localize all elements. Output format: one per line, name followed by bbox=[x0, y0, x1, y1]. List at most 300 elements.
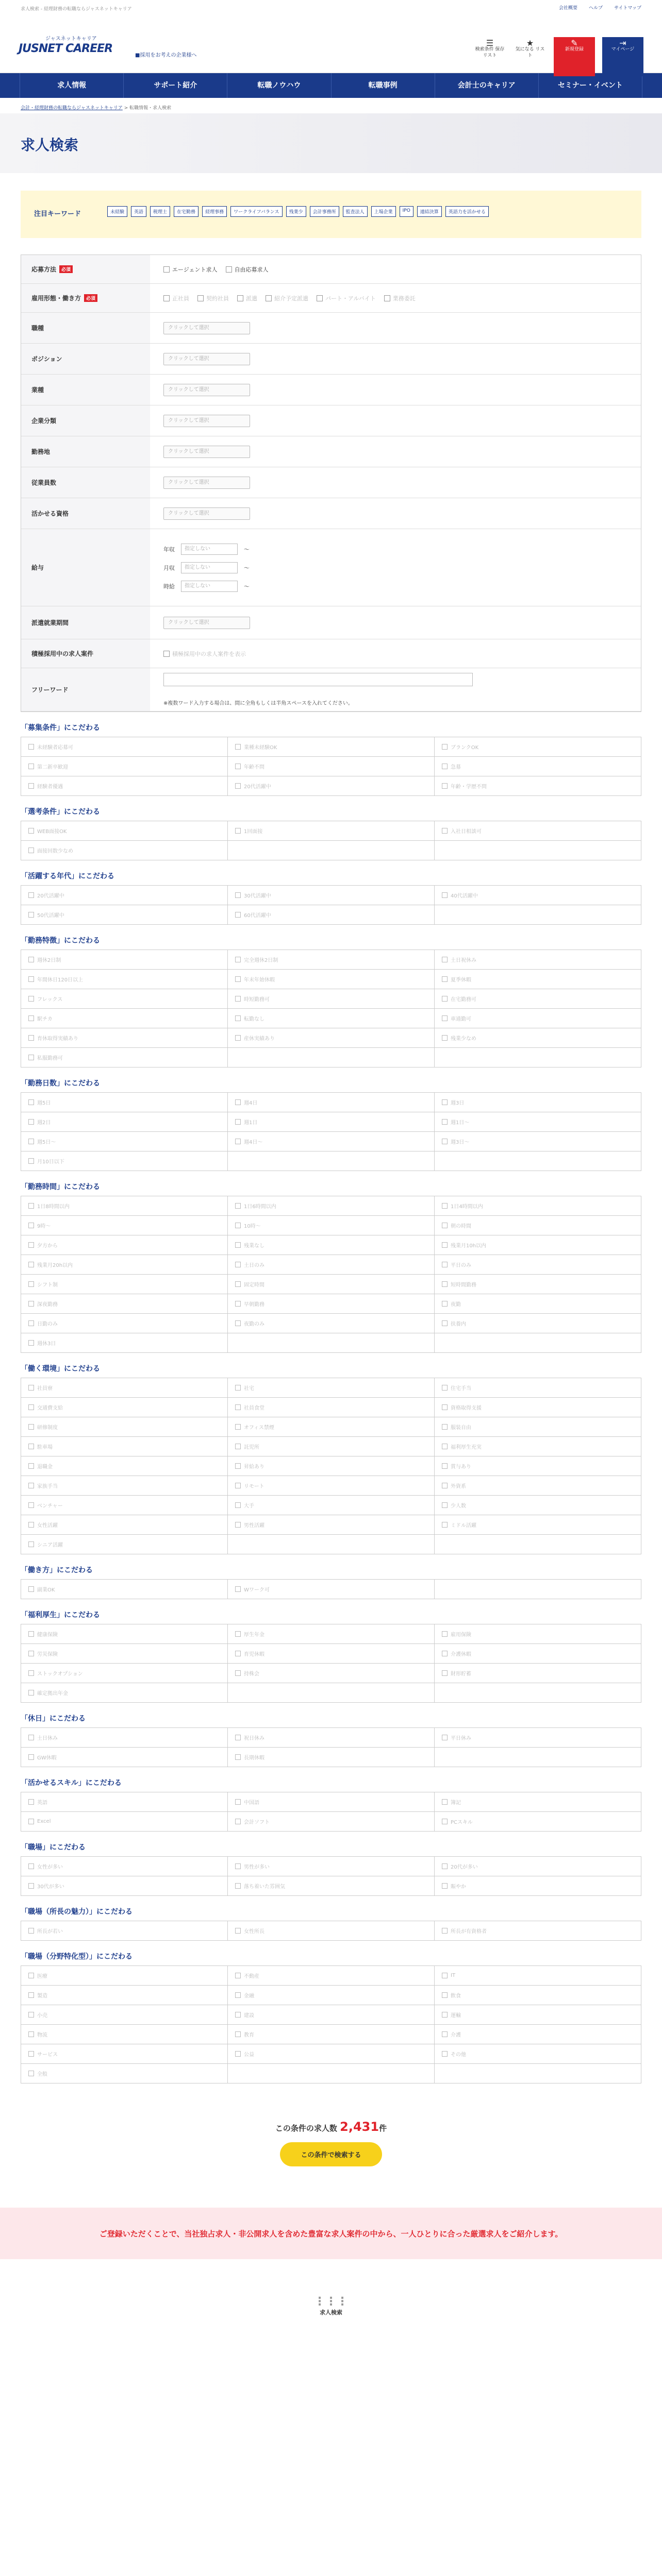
condition-checkbox[interactable] bbox=[228, 2025, 435, 2044]
condition-checkbox[interactable] bbox=[228, 1624, 435, 1644]
condition-section bbox=[21, 1181, 641, 1353]
top-link[interactable]: ヘルプ bbox=[588, 6, 603, 11]
select-field bbox=[150, 405, 641, 436]
condition-label: 週5日 bbox=[37, 1100, 51, 1106]
condition-checkbox[interactable] bbox=[435, 1294, 641, 1314]
condition-checkbox[interactable] bbox=[21, 1437, 228, 1456]
condition-label: 週3日〜 bbox=[451, 1140, 470, 1145]
condition-grid bbox=[21, 821, 641, 860]
salary-select[interactable]: 指定しない bbox=[181, 544, 238, 555]
condition-checkbox[interactable] bbox=[228, 1028, 435, 1048]
condition-checkbox[interactable] bbox=[435, 1966, 641, 1986]
condition-checkbox[interactable] bbox=[228, 886, 435, 905]
keyword-chip[interactable]: 在宅勤務 bbox=[174, 206, 198, 217]
condition-checkbox[interactable] bbox=[435, 1398, 641, 1417]
condition-checkbox[interactable] bbox=[21, 757, 228, 776]
condition-checkbox[interactable] bbox=[435, 1417, 641, 1437]
apply-label-text: 応募方法 bbox=[31, 266, 57, 273]
empty-cell bbox=[435, 1683, 641, 1703]
condition-checkbox[interactable] bbox=[435, 1132, 641, 1151]
condition-checkbox[interactable] bbox=[228, 821, 435, 841]
condition-label: 駅チカ bbox=[37, 1016, 53, 1022]
condition-label: 所長が若い bbox=[37, 1929, 63, 1935]
condition-checkbox[interactable] bbox=[435, 1216, 641, 1235]
condition-checkbox[interactable] bbox=[435, 1196, 641, 1216]
condition-grid bbox=[21, 1792, 641, 1832]
condition-label: 簿記 bbox=[451, 1800, 461, 1806]
salary-line bbox=[163, 544, 250, 555]
select-dropdown[interactable]: クリックして選択 bbox=[163, 384, 250, 396]
select-field bbox=[150, 467, 641, 498]
select-dropdown[interactable]: クリックして選択 bbox=[163, 507, 250, 520]
footer-nav[interactable] bbox=[0, 2295, 662, 2316]
condition-label: 60代活躍中 bbox=[244, 913, 271, 919]
condition-label: 扶養内 bbox=[451, 1321, 466, 1327]
condition-checkbox[interactable] bbox=[435, 1515, 641, 1535]
employ-checkbox[interactable] bbox=[317, 294, 376, 302]
condition-label: 残業なし bbox=[244, 1243, 264, 1249]
select-row bbox=[21, 467, 641, 498]
condition-label: シニア活躍 bbox=[37, 1543, 63, 1548]
nav-item[interactable]: セミナー・イベント bbox=[538, 73, 642, 98]
nav-item[interactable]: サポート紹介 bbox=[123, 73, 227, 98]
condition-checkbox[interactable] bbox=[228, 1921, 435, 1941]
condition-checkbox[interactable] bbox=[21, 1728, 228, 1748]
condition-checkbox[interactable] bbox=[228, 757, 435, 776]
condition-label: ストックオプション bbox=[37, 1671, 83, 1677]
condition-label: 社員食堂 bbox=[244, 1405, 264, 1411]
condition-checkbox[interactable] bbox=[435, 821, 641, 841]
condition-checkbox[interactable] bbox=[435, 2005, 641, 2025]
condition-grid bbox=[21, 1196, 641, 1353]
condition-label: 所長が有資格者 bbox=[451, 1929, 487, 1935]
top-link[interactable]: サイトマップ bbox=[614, 6, 641, 11]
condition-checkbox[interactable] bbox=[21, 1476, 228, 1496]
condition-checkbox[interactable] bbox=[21, 1456, 228, 1476]
register-button[interactable] bbox=[554, 37, 595, 76]
condition-checkbox[interactable] bbox=[228, 950, 435, 970]
mypage-button[interactable] bbox=[602, 37, 643, 76]
condition-checkbox[interactable] bbox=[21, 1216, 228, 1235]
empty-cell bbox=[435, 1580, 641, 1599]
condition-checkbox[interactable] bbox=[21, 1048, 228, 1067]
condition-label: 第二新卒歓迎 bbox=[37, 765, 68, 770]
condition-label: サービス bbox=[37, 2052, 58, 2058]
condition-checkbox[interactable] bbox=[21, 1009, 228, 1028]
nav-item[interactable]: 求人情報 bbox=[20, 73, 123, 98]
condition-checkbox[interactable] bbox=[228, 1966, 435, 1986]
condition-label: Excel bbox=[37, 1819, 51, 1824]
condition-checkbox[interactable] bbox=[21, 2005, 228, 2025]
breadcrumb-link[interactable]: 会計・経理財務の転職ならジャスネットキャリア bbox=[21, 106, 123, 111]
employ-checkbox[interactable] bbox=[266, 294, 308, 302]
condition-label: 週3日 bbox=[451, 1100, 465, 1106]
condition-checkbox[interactable] bbox=[435, 1476, 641, 1496]
salary-type: 時給 bbox=[163, 583, 175, 590]
top-link[interactable]: 会社概要 bbox=[558, 6, 577, 11]
select-row bbox=[21, 344, 641, 375]
condition-checkbox[interactable] bbox=[21, 1378, 228, 1398]
condition-checkbox[interactable] bbox=[21, 1196, 228, 1216]
condition-checkbox[interactable] bbox=[228, 1294, 435, 1314]
pen-icon: ✎ bbox=[571, 38, 578, 48]
employ-checkbox[interactable] bbox=[197, 294, 229, 302]
condition-checkbox[interactable] bbox=[435, 886, 641, 905]
condition-checkbox[interactable] bbox=[435, 1314, 641, 1333]
condition-checkbox[interactable] bbox=[228, 1437, 435, 1456]
condition-checkbox[interactable] bbox=[435, 2044, 641, 2064]
empty-cell bbox=[435, 905, 641, 925]
condition-label: 面接回数少なめ bbox=[37, 849, 73, 854]
condition-checkbox[interactable] bbox=[228, 1664, 435, 1683]
freeword-label: フリーワード bbox=[21, 668, 150, 711]
keyword-chip[interactable]: 会計事務所 bbox=[310, 206, 339, 217]
keyword-chip[interactable]: ワークライフバランス bbox=[230, 206, 282, 217]
condition-grid bbox=[21, 885, 641, 925]
condition-checkbox[interactable] bbox=[228, 1275, 435, 1294]
condition-section bbox=[21, 1777, 641, 1832]
keyword-chip[interactable]: 経理事務 bbox=[202, 206, 227, 217]
condition-checkbox[interactable] bbox=[435, 737, 641, 757]
salary-type: 年収 bbox=[163, 546, 175, 553]
condition-checkbox[interactable] bbox=[21, 1151, 228, 1171]
condition-label: 業種未経験OK bbox=[244, 745, 277, 751]
apply-options bbox=[150, 255, 641, 283]
condition-label: 賑やか bbox=[451, 1884, 466, 1890]
keyword-chip[interactable]: 上場企業 bbox=[371, 206, 396, 217]
condition-checkbox[interactable] bbox=[228, 1314, 435, 1333]
condition-checkbox[interactable] bbox=[21, 1580, 228, 1599]
select-dropdown[interactable]: クリックして選択 bbox=[163, 477, 250, 489]
condition-checkbox[interactable] bbox=[21, 776, 228, 796]
condition-checkbox[interactable] bbox=[228, 1235, 435, 1255]
nav-item[interactable]: 転職ノウハウ bbox=[227, 73, 330, 98]
salary-select[interactable]: 指定しない bbox=[181, 562, 238, 573]
condition-checkbox[interactable] bbox=[21, 1664, 228, 1683]
agent-checkbox[interactable] bbox=[163, 265, 218, 274]
condition-checkbox[interactable] bbox=[228, 1728, 435, 1748]
condition-grid bbox=[21, 1856, 641, 1896]
breadcrumb-current: 転職情報・求人検索 bbox=[129, 106, 172, 111]
condition-checkbox[interactable] bbox=[21, 1028, 228, 1048]
required-badge: 必須 bbox=[59, 265, 73, 273]
condition-checkbox[interactable] bbox=[21, 1535, 228, 1554]
condition-checkbox[interactable] bbox=[228, 1876, 435, 1896]
condition-checkbox[interactable] bbox=[228, 1812, 435, 1832]
condition-label: Wワーク可 bbox=[244, 1587, 270, 1593]
tilde: 〜 bbox=[244, 583, 250, 590]
employ-checkbox[interactable] bbox=[237, 294, 257, 302]
condition-checkbox[interactable] bbox=[435, 1009, 641, 1028]
salary-select[interactable]: 指定しない bbox=[181, 581, 238, 592]
condition-label: 産休実績あり bbox=[244, 1036, 275, 1042]
condition-checkbox[interactable] bbox=[21, 1417, 228, 1437]
keyword-chip[interactable]: 税理士 bbox=[150, 206, 170, 217]
condition-label: 残業少なめ bbox=[451, 1036, 476, 1042]
condition-checkbox[interactable] bbox=[435, 1437, 641, 1456]
condition-label: 20代活躍中 bbox=[244, 784, 271, 790]
condition-checkbox[interactable] bbox=[228, 1748, 435, 1767]
condition-checkbox[interactable] bbox=[21, 1398, 228, 1417]
condition-checkbox[interactable] bbox=[228, 1792, 435, 1812]
employ-option-label: 正社員 bbox=[172, 295, 189, 302]
select-dropdown[interactable]: クリックして選択 bbox=[163, 322, 250, 334]
condition-section bbox=[21, 1906, 641, 1941]
keyword-chip[interactable]: 連結決算 bbox=[417, 206, 442, 217]
condition-checkbox[interactable] bbox=[228, 1857, 435, 1876]
condition-checkbox[interactable] bbox=[21, 2044, 228, 2064]
condition-label: リモート bbox=[244, 1484, 264, 1489]
condition-checkbox[interactable] bbox=[435, 1235, 641, 1255]
condition-checkbox[interactable] bbox=[21, 1275, 228, 1294]
condition-checkbox[interactable] bbox=[228, 905, 435, 925]
condition-checkbox[interactable] bbox=[21, 886, 228, 905]
condition-checkbox[interactable] bbox=[21, 1132, 228, 1151]
condition-checkbox[interactable] bbox=[21, 970, 228, 989]
condition-checkbox[interactable] bbox=[21, 737, 228, 757]
condition-label: 月10日以下 bbox=[37, 1159, 64, 1165]
condition-checkbox[interactable] bbox=[21, 1624, 228, 1644]
condition-checkbox[interactable] bbox=[228, 1476, 435, 1496]
select-row bbox=[21, 498, 641, 529]
condition-checkbox[interactable] bbox=[228, 1196, 435, 1216]
condition-label: 公益 bbox=[244, 2052, 254, 2058]
condition-label: 経験者優遇 bbox=[37, 784, 63, 790]
result-suffix: 件 bbox=[379, 2124, 387, 2133]
condition-checkbox[interactable] bbox=[21, 1921, 228, 1941]
condition-checkbox[interactable] bbox=[435, 1255, 641, 1275]
condition-label: 資格取得支援 bbox=[451, 1405, 482, 1411]
condition-checkbox[interactable] bbox=[435, 1644, 641, 1664]
condition-checkbox[interactable] bbox=[435, 989, 641, 1009]
condition-checkbox[interactable] bbox=[435, 1792, 641, 1812]
employ-checkbox[interactable] bbox=[163, 294, 189, 302]
condition-label: 朝の時間 bbox=[451, 1224, 471, 1229]
condition-checkbox[interactable] bbox=[21, 1294, 228, 1314]
nav-item[interactable]: 会計士のキャリア bbox=[435, 73, 538, 98]
condition-label: 教育 bbox=[244, 2032, 254, 2038]
freeword-row bbox=[21, 668, 641, 711]
condition-checkbox[interactable] bbox=[21, 1112, 228, 1132]
condition-checkbox[interactable] bbox=[21, 905, 228, 925]
employ-label bbox=[21, 284, 150, 312]
condition-checkbox[interactable] bbox=[21, 2025, 228, 2044]
condition-checkbox[interactable] bbox=[228, 970, 435, 989]
condition-section bbox=[21, 1842, 641, 1896]
keyword-chip[interactable]: 英語力を活かせる bbox=[445, 206, 489, 217]
condition-label: PCスキル bbox=[451, 1820, 473, 1825]
free-apply-checkbox[interactable] bbox=[226, 265, 269, 274]
condition-label: 住宅手当 bbox=[451, 1386, 471, 1392]
condition-label: 平日のみ bbox=[451, 1263, 471, 1268]
condition-checkbox[interactable] bbox=[228, 776, 435, 796]
condition-checkbox[interactable] bbox=[228, 1255, 435, 1275]
condition-checkbox[interactable] bbox=[228, 989, 435, 1009]
condition-checkbox[interactable] bbox=[435, 950, 641, 970]
condition-checkbox[interactable] bbox=[228, 2044, 435, 2064]
condition-checkbox[interactable] bbox=[228, 1644, 435, 1664]
mypage-label: マイページ bbox=[611, 47, 635, 52]
condition-checkbox[interactable] bbox=[228, 1093, 435, 1112]
condition-checkbox[interactable] bbox=[228, 1515, 435, 1535]
condition-checkbox[interactable] bbox=[435, 1496, 641, 1515]
condition-checkbox[interactable] bbox=[435, 1857, 641, 1876]
condition-grid bbox=[21, 1378, 641, 1554]
condition-section bbox=[21, 1363, 641, 1554]
condition-checkbox[interactable] bbox=[21, 1496, 228, 1515]
condition-label: 20代活躍中 bbox=[37, 893, 64, 899]
condition-label: 40代活躍中 bbox=[451, 893, 478, 899]
condition-checkbox[interactable] bbox=[435, 1028, 641, 1048]
nav-item[interactable]: 転職事例 bbox=[331, 73, 435, 98]
condition-checkbox[interactable] bbox=[435, 1876, 641, 1896]
condition-checkbox[interactable] bbox=[435, 2025, 641, 2044]
condition-checkbox[interactable] bbox=[435, 1456, 641, 1476]
condition-checkbox[interactable] bbox=[21, 1748, 228, 1767]
logo[interactable] bbox=[19, 34, 114, 64]
top-links bbox=[559, 4, 641, 11]
condition-label: WEB面接OK bbox=[37, 829, 67, 835]
condition-checkbox[interactable] bbox=[435, 776, 641, 796]
condition-label: 育休取得実績あり bbox=[37, 1036, 78, 1042]
empty-cell bbox=[228, 1683, 435, 1703]
list-icon: ☰ bbox=[486, 38, 494, 48]
condition-checkbox[interactable] bbox=[228, 1417, 435, 1437]
condition-checkbox[interactable] bbox=[21, 1255, 228, 1275]
employ-option-label: 業務委託 bbox=[392, 295, 416, 302]
keyword-chip[interactable]: 未経験 bbox=[107, 206, 127, 217]
condition-checkbox[interactable] bbox=[228, 1378, 435, 1398]
condition-label: 医療 bbox=[37, 1974, 47, 1979]
condition-checkbox[interactable] bbox=[21, 1093, 228, 1112]
condition-checkbox[interactable] bbox=[228, 1580, 435, 1599]
favorite-button[interactable] bbox=[514, 37, 547, 76]
section-title: 「福利厚生」にこだわる bbox=[21, 1611, 100, 1619]
condition-checkbox[interactable] bbox=[21, 1314, 228, 1333]
condition-checkbox[interactable] bbox=[21, 1515, 228, 1535]
condition-checkbox[interactable] bbox=[435, 757, 641, 776]
condition-checkbox[interactable] bbox=[228, 1216, 435, 1235]
condition-label: 小売 bbox=[37, 2013, 47, 2019]
salary-fields bbox=[150, 529, 641, 606]
condition-checkbox[interactable] bbox=[435, 1378, 641, 1398]
condition-label: 飲食 bbox=[451, 1993, 461, 1999]
select-dropdown[interactable]: クリックして選択 bbox=[163, 446, 250, 458]
condition-checkbox[interactable] bbox=[228, 1009, 435, 1028]
condition-checkbox[interactable] bbox=[21, 1792, 228, 1812]
condition-checkbox[interactable] bbox=[21, 1986, 228, 2005]
condition-checkbox[interactable] bbox=[228, 737, 435, 757]
condition-label: 20代が多い bbox=[451, 1865, 478, 1870]
saved-search-label: 検索条件 保存リスト bbox=[475, 47, 505, 58]
keyword-chip[interactable]: 英語 bbox=[131, 206, 146, 217]
condition-label: 女性活躍 bbox=[37, 1523, 58, 1529]
condition-checkbox[interactable] bbox=[228, 1456, 435, 1476]
condition-label: 急募 bbox=[451, 765, 461, 770]
condition-checkbox[interactable] bbox=[435, 1275, 641, 1294]
condition-checkbox[interactable] bbox=[21, 1812, 228, 1832]
condition-label: 物流 bbox=[37, 2032, 47, 2038]
condition-checkbox[interactable] bbox=[21, 841, 228, 860]
freeword-input[interactable] bbox=[163, 673, 473, 686]
condition-checkbox[interactable] bbox=[435, 1664, 641, 1683]
condition-label: 年齢・学歴不問 bbox=[451, 784, 487, 790]
search-button[interactable]: この条件で検索する bbox=[280, 2142, 382, 2166]
condition-label: 昇給あり bbox=[244, 1464, 264, 1470]
excluded-checkbox[interactable] bbox=[163, 650, 246, 658]
condition-label: 車通勤可 bbox=[451, 1016, 471, 1022]
condition-checkbox[interactable] bbox=[228, 1496, 435, 1515]
condition-checkbox[interactable] bbox=[435, 1093, 641, 1112]
condition-checkbox[interactable] bbox=[435, 1112, 641, 1132]
period-select[interactable]: クリックして選択 bbox=[163, 617, 250, 629]
condition-checkbox[interactable] bbox=[21, 1644, 228, 1664]
condition-checkbox[interactable] bbox=[228, 1112, 435, 1132]
condition-checkbox[interactable] bbox=[21, 1857, 228, 1876]
select-label: 活かせる資格 bbox=[21, 498, 150, 529]
keyword-chip[interactable]: 監査法人 bbox=[343, 206, 368, 217]
select-dropdown[interactable]: クリックして選択 bbox=[163, 415, 250, 427]
condition-checkbox[interactable] bbox=[21, 1333, 228, 1353]
saved-search-button[interactable] bbox=[473, 37, 506, 76]
condition-checkbox[interactable] bbox=[21, 1966, 228, 1986]
condition-checkbox[interactable] bbox=[435, 970, 641, 989]
register-banner: ご登録いただくことで、当社独占求人・非公開求人を含めた豊富な求人案件の中から、一人ひとりに合った厳選求人をご紹介します。 bbox=[0, 2208, 662, 2259]
site-description: 求人検索 - 経理財務の転職ならジャスネットキャリア bbox=[21, 7, 132, 12]
empty-cell bbox=[228, 1535, 435, 1554]
condition-label: 金融 bbox=[244, 1993, 254, 1999]
keyword-chip[interactable]: 残業少 bbox=[286, 206, 306, 217]
condition-label: 賞与あり bbox=[451, 1464, 471, 1470]
keyword-chip[interactable]: IPO bbox=[400, 206, 413, 217]
condition-grid bbox=[21, 1727, 641, 1767]
condition-checkbox[interactable] bbox=[21, 1683, 228, 1703]
condition-label: 9時〜 bbox=[37, 1224, 51, 1229]
condition-checkbox[interactable] bbox=[435, 1986, 641, 2005]
condition-checkbox[interactable] bbox=[21, 1876, 228, 1896]
condition-checkbox[interactable] bbox=[21, 2064, 228, 2083]
condition-section bbox=[21, 1609, 641, 1703]
select-dropdown[interactable]: クリックして選択 bbox=[163, 353, 250, 365]
condition-checkbox[interactable] bbox=[228, 1398, 435, 1417]
condition-checkbox[interactable] bbox=[435, 1624, 641, 1644]
condition-label: 週休3日 bbox=[37, 1341, 56, 1347]
condition-label: 託児所 bbox=[244, 1445, 259, 1450]
condition-checkbox[interactable] bbox=[435, 1812, 641, 1832]
condition-grid bbox=[21, 1921, 641, 1941]
condition-checkbox[interactable] bbox=[21, 950, 228, 970]
condition-checkbox[interactable] bbox=[228, 1986, 435, 2005]
condition-checkbox[interactable] bbox=[435, 1728, 641, 1748]
condition-checkbox[interactable] bbox=[21, 1235, 228, 1255]
condition-checkbox[interactable] bbox=[228, 2005, 435, 2025]
condition-checkbox[interactable] bbox=[21, 821, 228, 841]
condition-checkbox[interactable] bbox=[228, 1132, 435, 1151]
condition-label: IT bbox=[451, 1973, 456, 1978]
empty-cell bbox=[228, 841, 435, 860]
employer-link[interactable]: ■採用をお考えの企業様へ bbox=[135, 53, 197, 58]
page-title: 求人検索 bbox=[21, 137, 79, 154]
section-title: 「勤務特徴」にこだわる bbox=[21, 937, 100, 945]
condition-checkbox[interactable] bbox=[21, 989, 228, 1009]
employ-checkbox[interactable] bbox=[384, 294, 416, 302]
condition-label: 週5日〜 bbox=[37, 1140, 56, 1145]
condition-label: 副業OK bbox=[37, 1587, 55, 1593]
select-row bbox=[21, 375, 641, 405]
condition-checkbox[interactable] bbox=[435, 1921, 641, 1941]
condition-label: 残業月10h以内 bbox=[451, 1243, 487, 1249]
condition-label: 深夜勤務 bbox=[37, 1302, 58, 1308]
